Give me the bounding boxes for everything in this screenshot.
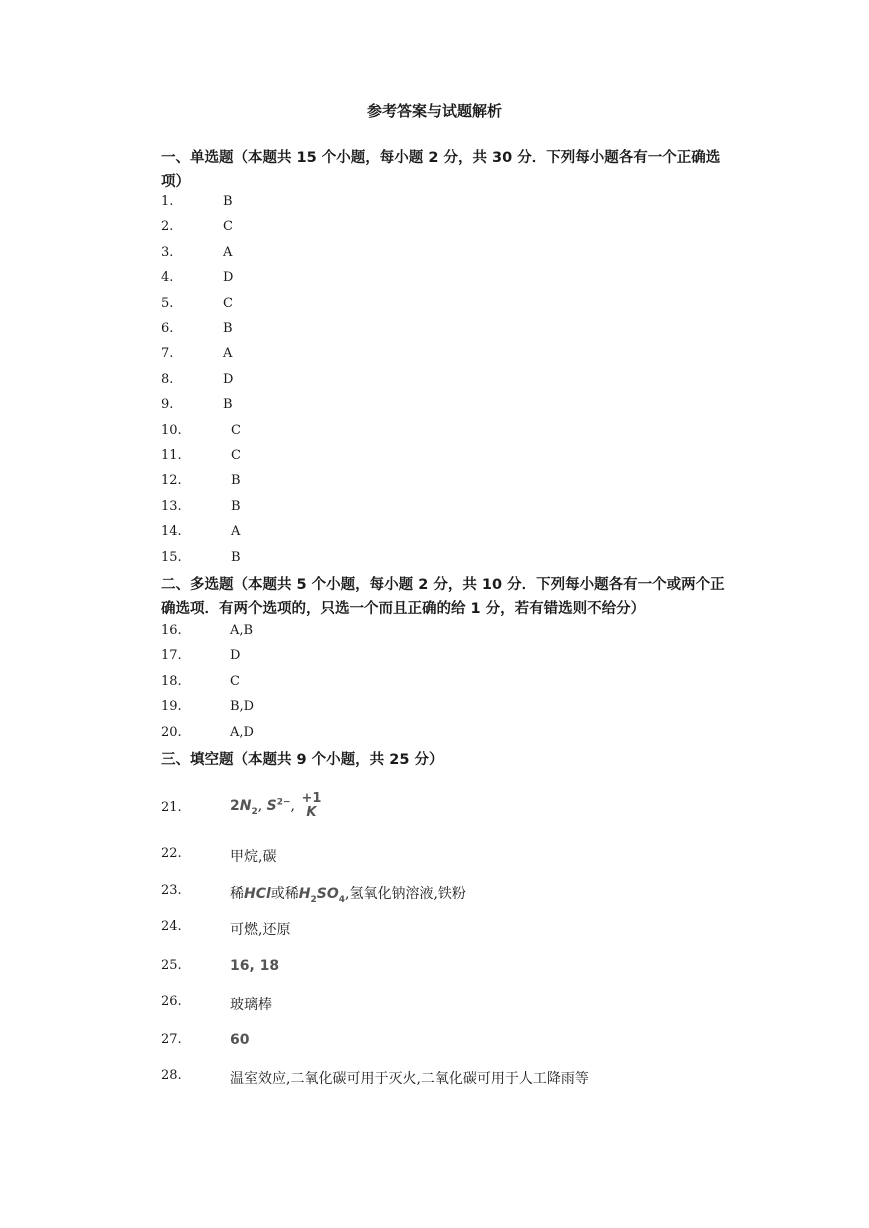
question-answer: $2N_2$, $S^{2-}$, +1 K xyxy=(230,791,322,820)
question-number: 23. xyxy=(161,883,182,898)
question-number: 7. xyxy=(161,346,174,362)
question-number: 20. xyxy=(161,724,182,740)
question-number: 18. xyxy=(161,673,182,689)
question-answer: C xyxy=(231,422,241,438)
question-answer: A xyxy=(223,346,233,362)
question-number: 2. xyxy=(161,219,174,235)
question-number: 26. xyxy=(161,994,182,1009)
question-number: 22. xyxy=(161,846,182,861)
question-answer: A,D xyxy=(230,724,254,740)
question-answer: A,B xyxy=(230,623,254,638)
section-heading-line: 项） xyxy=(161,174,190,190)
question-number: 15. xyxy=(161,549,182,565)
question-number: 6. xyxy=(161,321,174,336)
question-number: 11. xyxy=(161,448,182,463)
question-number: 13. xyxy=(161,498,182,514)
question-answer: B xyxy=(231,498,241,514)
question-answer: D xyxy=(230,648,241,664)
question-answer: 玻璃棒 xyxy=(230,997,272,1013)
question-number: 16. xyxy=(161,623,182,638)
question-number: 8. xyxy=(161,371,174,387)
question-answer: C xyxy=(223,219,233,235)
question-answer: B xyxy=(223,397,233,413)
question-number: 25. xyxy=(161,958,182,973)
question-answer: D xyxy=(223,270,234,286)
question-answer: 甲烷,碳 xyxy=(230,849,277,865)
question-answer: B,D xyxy=(230,699,255,715)
question-answer: C xyxy=(223,295,233,311)
question-number: 21. xyxy=(161,800,182,815)
section-heading-line: 确选项．有两个选项的，只选一个而且正确的给 1 分，若有错选则不给分） xyxy=(161,601,646,617)
section-heading-line: 一、单选题（本题共 15 个小题，每小题 2 分，共 30 分．下列每小题各有一个正确选 xyxy=(161,150,721,166)
question-answer: B xyxy=(223,321,233,336)
valence-annotation: +1 K xyxy=(301,791,322,820)
question-answer: A xyxy=(223,244,233,260)
question-number: 10. xyxy=(161,422,182,438)
question-number: 3. xyxy=(161,244,174,260)
question-answer: B xyxy=(231,549,241,565)
question-number: 9. xyxy=(161,397,174,413)
section-heading-single-choice xyxy=(161,146,761,194)
question-number: 12. xyxy=(161,473,182,489)
question-number: 27. xyxy=(161,1032,182,1047)
section-heading-multiple-choice xyxy=(161,573,761,621)
question-answer: 16, 18 xyxy=(230,958,280,974)
question-number: 19. xyxy=(161,699,182,715)
page-title: 参考答案与试题解析 xyxy=(366,102,502,120)
section-heading-line: 二、多选题（本题共 5 个小题，每小题 2 分，共 10 分．下列每小题各有一个或两个正 xyxy=(161,577,725,593)
question-answer: 温室效应,二氧化碳可用于灭火,二氧化碳可用于人工降雨等 xyxy=(230,1071,589,1087)
section-heading-fill-blank xyxy=(161,748,761,772)
question-answer: A xyxy=(231,524,241,540)
question-number: 5. xyxy=(161,295,174,311)
section-heading-line: 三、填空题（本题共 9 个小题，共 25 分） xyxy=(161,752,444,768)
question-number: 17. xyxy=(161,648,182,664)
question-number: 4. xyxy=(161,270,174,286)
question-answer: B xyxy=(223,194,233,209)
question-number: 24. xyxy=(161,919,182,934)
question-answer: C xyxy=(231,448,241,463)
question-answer: 60 xyxy=(230,1032,250,1048)
question-answer: D xyxy=(223,371,234,387)
question-number: 28. xyxy=(161,1068,182,1083)
question-number: 14. xyxy=(161,524,182,540)
question-answer: C xyxy=(230,673,240,689)
question-answer: 稀HCl或稀$H_2SO_4$,氢氧化钠溶液,铁粉 xyxy=(230,886,466,905)
question-number: 1. xyxy=(161,194,174,209)
question-answer: B xyxy=(231,473,241,489)
question-answer: 可燃,还原 xyxy=(230,922,291,938)
